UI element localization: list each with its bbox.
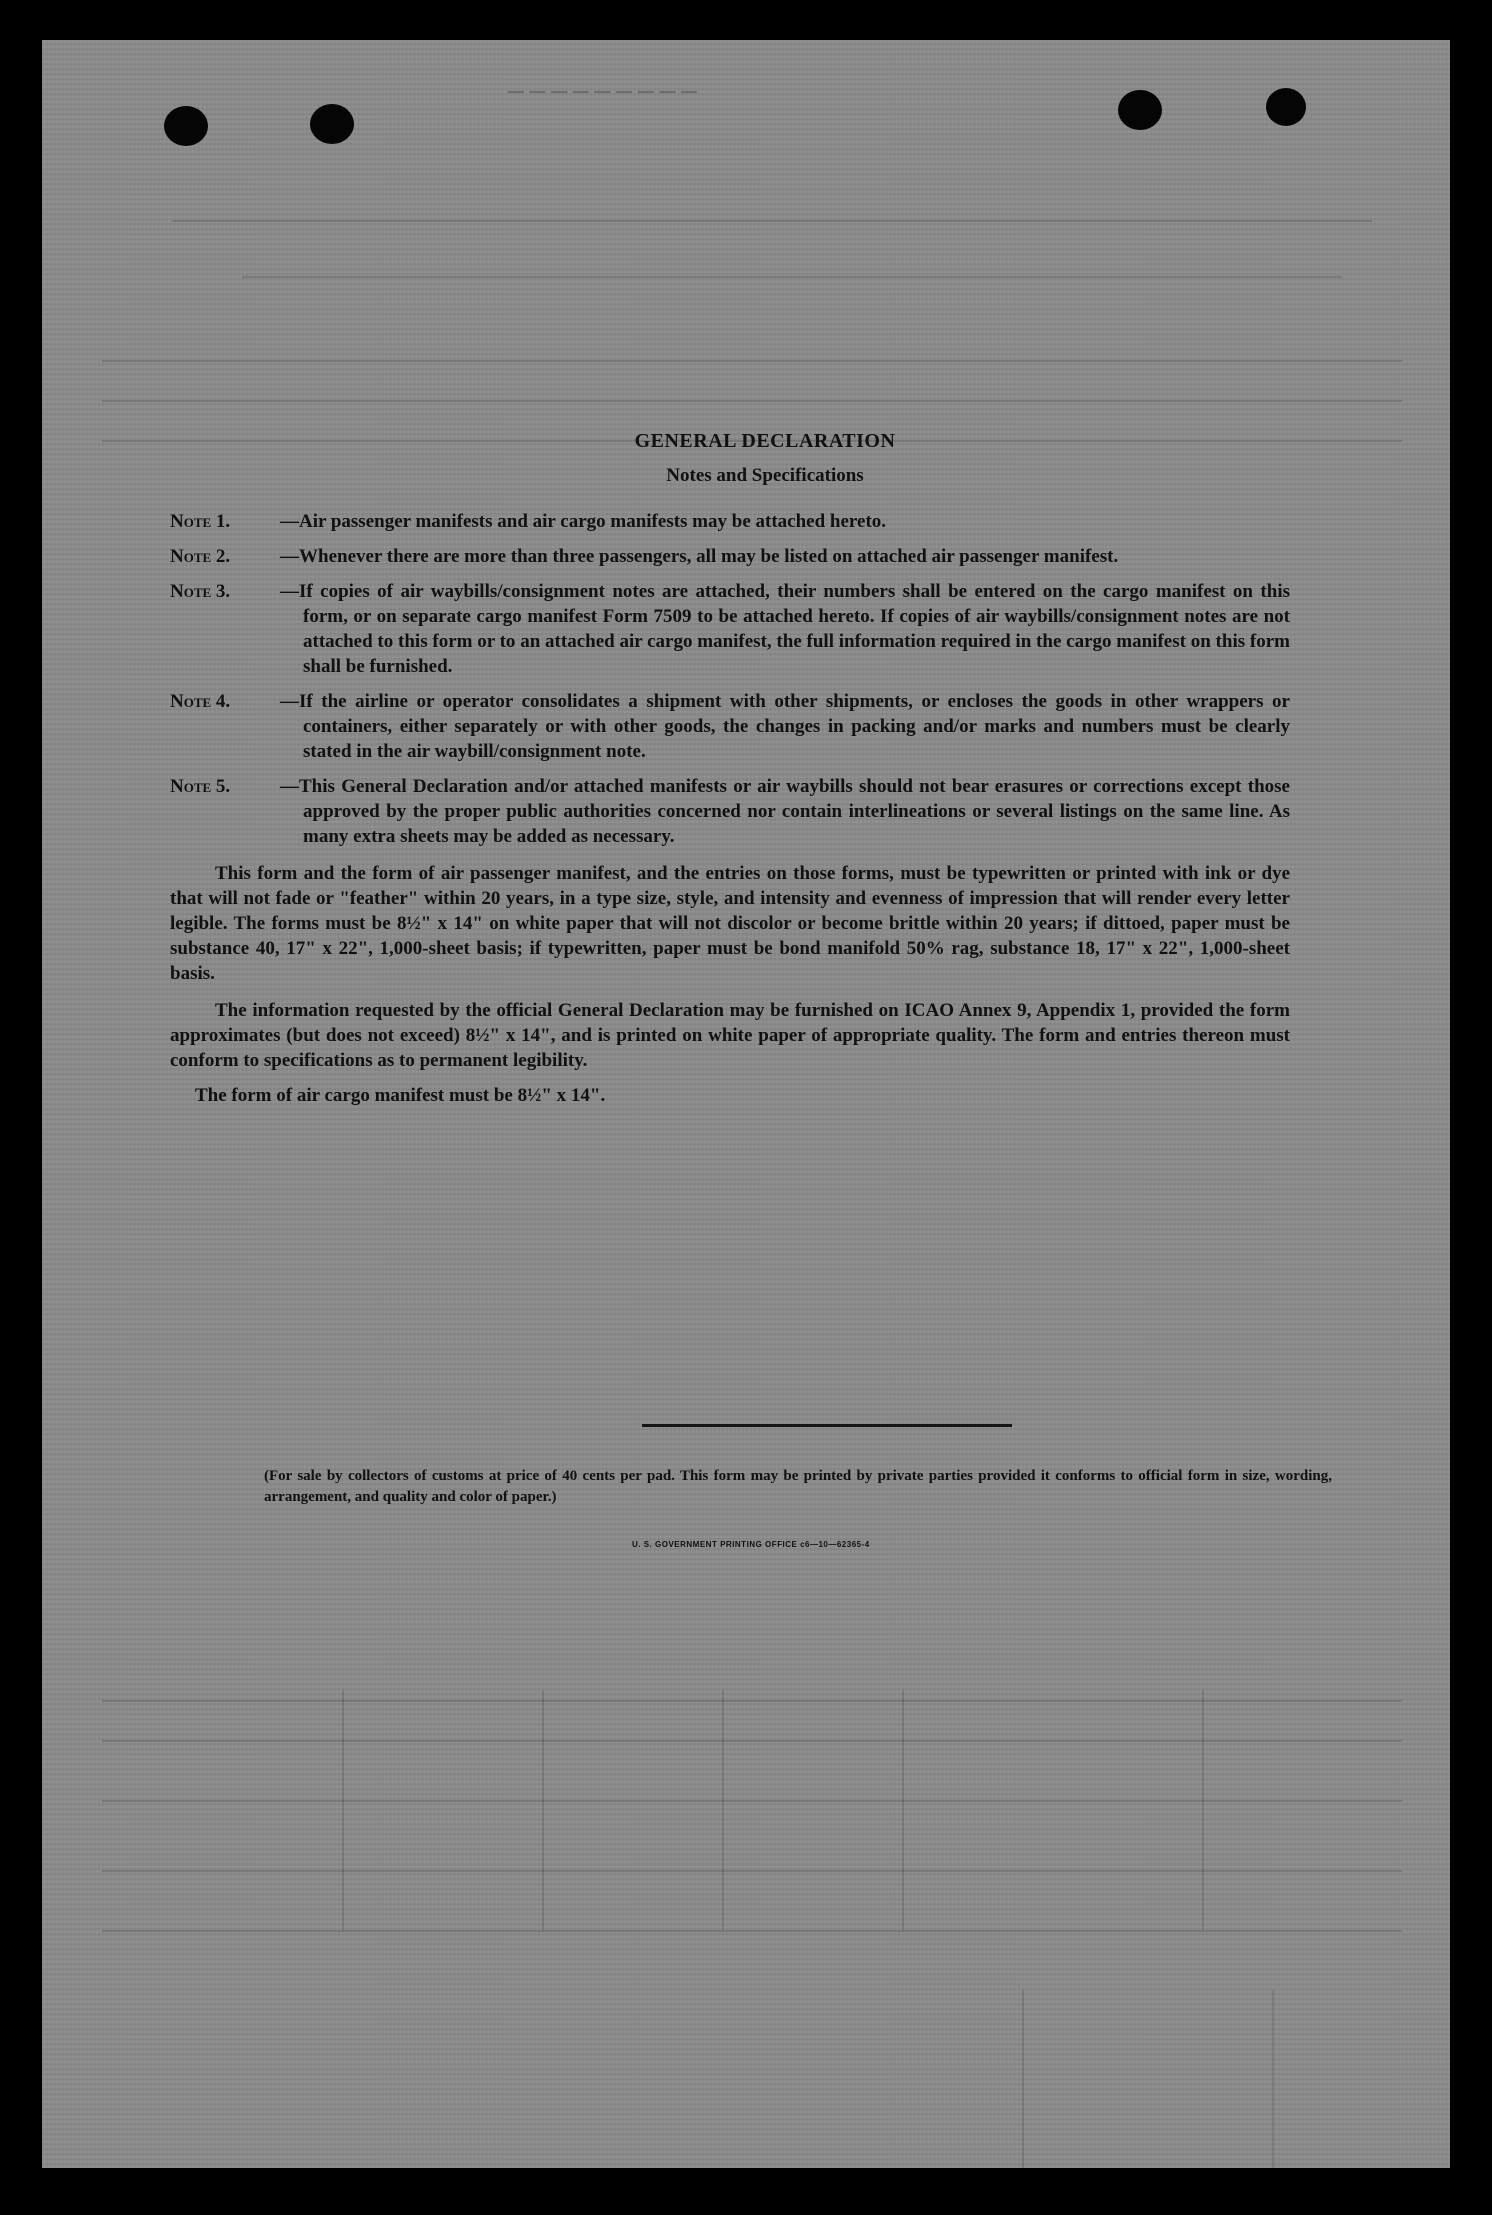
- bleed-through-line: [172, 220, 1372, 222]
- declaration-body: [170, 430, 1290, 1108]
- punch-hole-left-2: [310, 104, 354, 144]
- note-label: Note 4.: [170, 691, 231, 712]
- bleed-through-line: [102, 360, 1402, 362]
- bleed-through-line: [722, 1690, 724, 1930]
- bleed-through-line: [902, 1690, 904, 1930]
- specification-paragraph: The information requested by the official General Declaration may be furnished on ICAO Annex 9, Appendix 1, provided the form approximates (but does not exceed) 8½" x 14", and is printed on white paper of appropriate quality. The form and entries thereon must conform to specifications as to permanent legibility.: [170, 1000, 1290, 1071]
- note-item: [170, 579, 1290, 679]
- punch-hole-right-2: [1266, 88, 1306, 126]
- note-item: [170, 689, 1290, 764]
- section-divider: [642, 1424, 1012, 1427]
- bleed-through-heading: ─────────: [502, 78, 697, 108]
- bleed-through-line: [1202, 1690, 1204, 1930]
- bleed-through-line: [102, 1700, 1402, 1702]
- bleed-through-line: [102, 1740, 1402, 1742]
- bleed-through-line: [1022, 1990, 1024, 2168]
- note-label: Note 2.: [170, 546, 231, 567]
- note-label: Note 5.: [170, 776, 231, 797]
- cargo-manifest-size-line: The form of air cargo manifest must be 8½" x 14".: [195, 1085, 606, 1106]
- note-item: [170, 774, 1290, 849]
- note-label: Note 1.: [170, 511, 231, 532]
- document-subtitle: Notes and Specifications: [666, 465, 864, 486]
- note-item: [170, 509, 1290, 534]
- note-text: —Whenever there are more than three passengers, all may be listed on attached air passenger manifest.: [280, 546, 1119, 567]
- bleed-through-line: [342, 1690, 344, 1930]
- bleed-through-line: [542, 1690, 544, 1930]
- bleed-through-line: [1272, 1990, 1274, 2168]
- note-text: —This General Declaration and/or attached manifests or air waybills should not bear erasures or corrections except those approved by the proper public authorities concerned nor contain interlineations or several listings on the same line. As many extra sheets may be added as necessary.: [280, 776, 1290, 847]
- printer-imprint: U. S. GOVERNMENT PRINTING OFFICE c6—10—62365-4: [632, 1540, 870, 1549]
- bleed-through-line: [102, 1930, 1402, 1932]
- note-text: —If the airline or operator consolidates a shipment with other shipments, or encloses the goods in other wrappers or containers, either separately or with other goods, the changes in packing and/or marks and numbers must be clearly stated in the air waybill/consignment note.: [280, 691, 1290, 762]
- bleed-through-line: [102, 1800, 1402, 1802]
- note-text: —Air passenger manifests and air cargo manifests may be attached hereto.: [280, 511, 887, 532]
- note-item: [170, 544, 1290, 569]
- note-label: Note 3.: [170, 581, 231, 602]
- bleed-through-line: [242, 276, 1342, 278]
- specification-paragraph: This form and the form of air passenger manifest, and the entries on those forms, must be typewritten or printed with ink or dye that will not fade or "feather" within 20 years, in a type size, style, and intensity and evenness of impression that will render every letter legible. The forms must be 8½" x 14" on white paper that will not discolor or become brittle within 20 years; if dittoed, paper must be substance 40, 17" x 22", 1,000-sheet basis; if typewritten, paper must be bond manifold 50% rag, substance 18, 17" x 22", 1,000-sheet basis.: [170, 863, 1290, 984]
- bleed-through-line: [102, 400, 1402, 402]
- document-title: GENERAL DECLARATION: [634, 430, 896, 452]
- sale-notice: (For sale by collectors of customs at price of 40 cents per pad. This form may be printed by private parties provided it conforms to official form in size, wording, arrangement, and quality and color of paper.): [264, 1468, 1332, 1505]
- punch-hole-left-1: [164, 106, 208, 146]
- bleed-through-line: [102, 1870, 1402, 1872]
- punch-hole-right-1: [1118, 90, 1162, 130]
- note-text: —If copies of air waybills/consignment notes are attached, their numbers shall be entered on the cargo manifest on this form, or on separate cargo manifest Form 7509 to be attached hereto. If copies of air waybills/consignment notes are not attached to this form or to an attached air cargo manifest, the full information required in the cargo manifest on this form shall be furnished.: [280, 581, 1290, 677]
